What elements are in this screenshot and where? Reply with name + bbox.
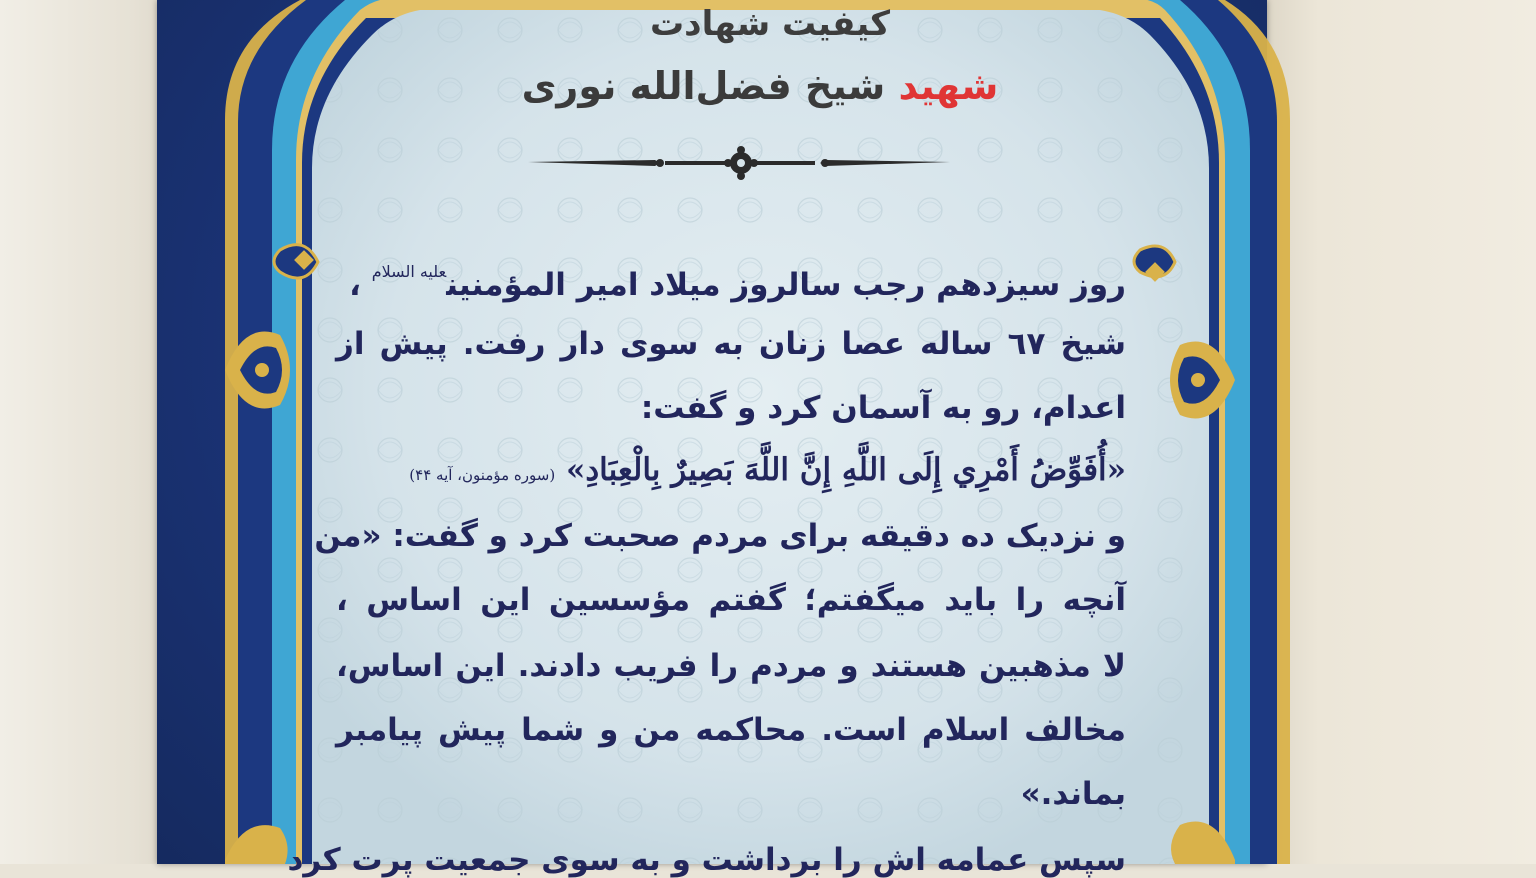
text-line-1-honorific: علیه السلام (371, 262, 447, 281)
text-line-1 (336, 262, 1126, 303)
quran-reference: (سوره مؤمنون، آیه ۴۴) (409, 466, 556, 484)
text-line-10-partial: سپس عمامه اش را برداشت و به سوی جمعیت پرت کرد (287, 842, 1126, 878)
text-line-5: و نزدیک ده دقیقه برای مردم صحبت کرد و گفت: «من (314, 518, 1126, 554)
text-line-1-end: ، (349, 267, 361, 303)
text-line-4 (336, 452, 1126, 488)
title-martyr-word: شهید (898, 64, 999, 108)
text-line-9: بماند.» (1020, 776, 1126, 812)
text-line-6: آنچه را باید میگفتم؛ گفتم مؤسسین این اساس ، (336, 582, 1126, 618)
title-line-2 (500, 64, 1020, 108)
title-line-1: کیفیت شهادت (649, 4, 891, 44)
quran-quote: «أُفَوِّضُ أَمْرِي إِلَى اللَّهِ إِنَّ اللَّهَ بَصِيرٌ بِالْعِبَادِ» (565, 452, 1126, 488)
text-line-1-main: روز سیزدهم رجب سالروز میلاد امیر المؤمنین (446, 267, 1126, 303)
title-name: شیخ فضل‌الله نوری (521, 64, 886, 108)
text-line-3: اعدام، رو به آسمان کرد و گفت: (640, 390, 1126, 426)
text-line-8: مخالف اسلام است. محاکمه من و شما پیش پیامبر (336, 712, 1126, 748)
text-line-7: لا مذهبین هستند و مردم را فریب دادند. این اساس، (336, 648, 1126, 684)
text-line-2: شیخ ٦٧ ساله عصا زنان به سوی دار رفت. پیش از (336, 326, 1127, 362)
